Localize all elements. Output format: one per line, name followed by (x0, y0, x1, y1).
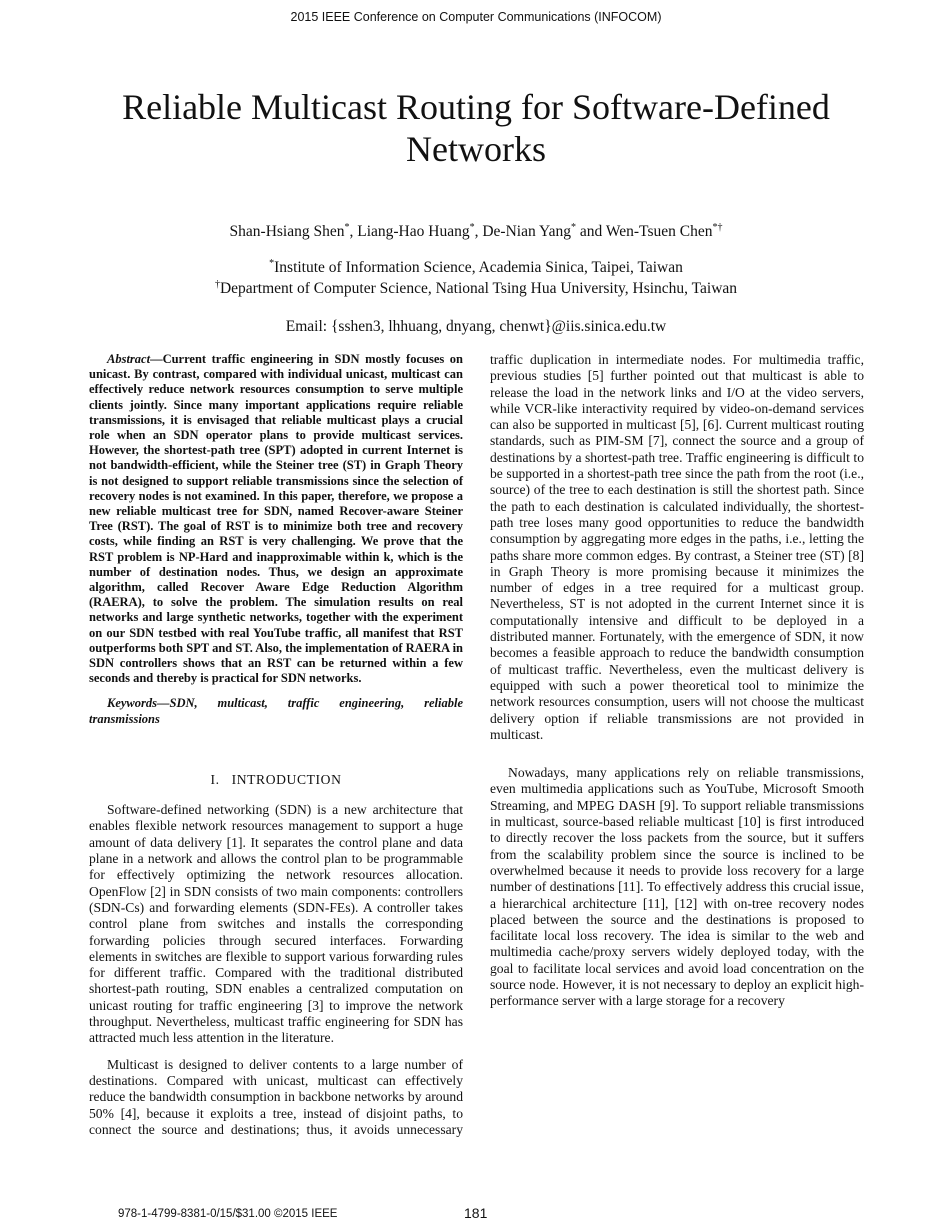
body-paragraph-2: Multicast is designed to deliver contents to a large number of destinations. Compared with unicast, multicast can effectively reduce the bandwidth consumption in backbone networks by around 50% [4], because it exploits a tree, instead of disjoint paths, to connect the source and destinations; thus, it avoids unnecessary (89, 1056, 463, 1137)
affiliation-mark: * (469, 222, 475, 233)
affiliation-mark: * (344, 222, 350, 233)
paper-title: Reliable Multicast Routing for Software-Defined Networks (122, 87, 830, 169)
author-separator: and (576, 223, 606, 241)
author-name: Shan-Hsiang Shen (229, 223, 345, 241)
author-list (0, 222, 952, 241)
affiliation-1: *Institute of Information Science, Academia Sinica, Taipei, Taiwan (269, 258, 683, 277)
author-name: Liang-Hao Huang (357, 223, 470, 241)
left-column (89, 352, 463, 1138)
author-email: Email: {sshen3, lhhuang, dnyang, chenwt}@iis.sinica.edu.tw (285, 318, 667, 335)
body-paragraph-2-continued: traffic duplication in intermediate nodes. For multimedia traffic, previous studies [5] further pointed out that multicast is able to release the load in the network links and I/O at the video servers, while VCR-like interactivity required by video-on-demand services can also be supported in multicast [5], [6]. Current multicast routing standards, such as PIM-SM [7], connect the source and a group of destinations by a shortest-path tree. Traffic engineering is difficult to be supported in a shortest-path tree since the path from the root (i.e., source) of the tree to each destination is still the shortest path. Since the path to each destination is calculated individually, the shortest-path tree loses many good opportunities to reduce the bandwidth consumption by aggregating more edges in the paths, i.e., letting the paths share more common edges. By contrast, a Steiner tree (ST) [8] in Graph Theory is more promising because it minimizes the number of edges in a tree required for a multicast group. Nevertheless, ST is not adopted in the current Internet since it is computationally intensive and difficult to be deployed in a distributed manner. Fortunately, with the emergence of SDN, it now becomes a feasible approach to reduce the bandwidth consumption of multicast traffic. Nevertheless, even the multicast delivery is equipped with such a power theoretical tool to minimize the network resources consumption, users will not choose the multicast delivery option if reliable transmissions are not provided in multicast. (490, 352, 864, 742)
keywords: Keywords—SDN, multicast, traffic engineering, reliable transmissions (89, 696, 463, 726)
body-paragraph-3: Nowadays, many applications rely on reliable transmissions, even multimedia applications such as YouTube, Microsoft Smooth Streaming, and MPEG DASH [9]. To support reliable transmissions in multicast, source-based reliable multicast [10] is first introduced to directly recover the loss packets from the source, but it suffers from the scalability problem since the source is inclined to be overwhelmed because it needs to provide loss recovery for a large number of destinations [11]. To effectively address this crucial issue, a hierarchical architecture [11], [12] with on-tree recovery nodes placed between the source and the destinations is proposed to facilitate local loss recovery. The idea is similar to the web and multimedia cache/proxy servers widely deployed today, with the goal to facilitate local services and avoid load concentration on the source node. However, it is not necessary to deploy an explicit high-performance server with a large storage for a recovery (490, 765, 864, 1009)
author-separator: , (474, 223, 483, 241)
affiliation-mark: * (571, 222, 577, 233)
section-title: INTRODUCTION (231, 771, 342, 787)
section-number: I. (210, 771, 220, 787)
affiliation-text: Institute of Information Science, Academia Sinica, Taipei, Taiwan (274, 259, 683, 277)
author-name: Wen-Tsuen Chen (605, 223, 713, 241)
author-name: De-Nian Yang (482, 223, 572, 241)
affiliation-2: †Department of Computer Science, National Tsing Hua University, Hsinchu, Taiwan (214, 279, 738, 298)
page-number: 181 (464, 1205, 488, 1221)
abstract (89, 352, 463, 686)
affiliation-text: Department of Computer Science, National Tsing Hua University, Hsinchu, Taiwan (219, 280, 738, 298)
copyright-footer: 978-1-4799-8381-0/15/$31.00 ©2015 IEEE (118, 1208, 338, 1220)
abstract-label: Abstract (107, 352, 151, 366)
conference-header: 2015 IEEE Conference on Computer Communications (INFOCOM) (290, 10, 662, 24)
right-column (490, 352, 864, 1010)
author-separator: , (349, 223, 358, 241)
affiliation-mark: *† (712, 222, 723, 233)
abstract-text: —Current traffic engineering in SDN mostly focuses on unicast. By contrast, compared with individual unicast, multicast can effectively reduce network resources consumption to serve multiple clients jointly. Since many important applications require reliable transmissions, it is envisaged that reliable multicast plays a crucial role when an SDN operator plans to provide multicast services. However, the shortest-path tree (SPT) adopted in current Internet is not bandwidth-efficient, while the Steiner tree (ST) in Graph Theory is not designed to support reliable transmissions since the selection of recovery nodes is not examined. In this paper, therefore, we propose a new reliable multicast tree for SDN, named Recover-aware Steiner Tree (RST). The goal of RST is to minimize both tree and recovery costs, while finding an RST is very challenging. We prove that the RST problem is NP-Hard and inapproximable within k, which is the number of destination nodes. Thus, we design an approximate algorithm, called Recover Aware Edge Reduction Algorithm (RAERA), to solve the problem. The simulation results on real networks and large synthetic networks, together with the experiment on our SDN testbed with real YouTube traffic, all manifest that RST outperforms both SPT and ST. Also, the implementation of RAERA in SDN controllers shows that an RST can be returned within a few seconds and thereby is practical for SDN networks. (89, 352, 463, 686)
section-heading (89, 772, 463, 788)
body-paragraph-1: Software-defined networking (SDN) is a new architecture that enables flexible network resources management to support a huge amount of data delivery [1]. It separates the control plane and data plane in a network and allows the control plan to be programmable for effectively optimizing the network resources allocation. OpenFlow [2] in SDN consists of two main components: controllers (SDN-Cs) and forwarding elements (SDN-FEs). A controller takes control plane from switches and installs the corresponding forwarding policies through secured interfaces. Forwarding elements in switches are flexible to support various forwarding rules for different traffic. Compared with the traditional distributed shortest-path routing, SDN enables a centralized computation on unicast routing for traffic engineering [3] to improve the network throughput. Nevertheless, multicast traffic engineering for SDN has attracted much less attention in the literature. (89, 802, 463, 1046)
